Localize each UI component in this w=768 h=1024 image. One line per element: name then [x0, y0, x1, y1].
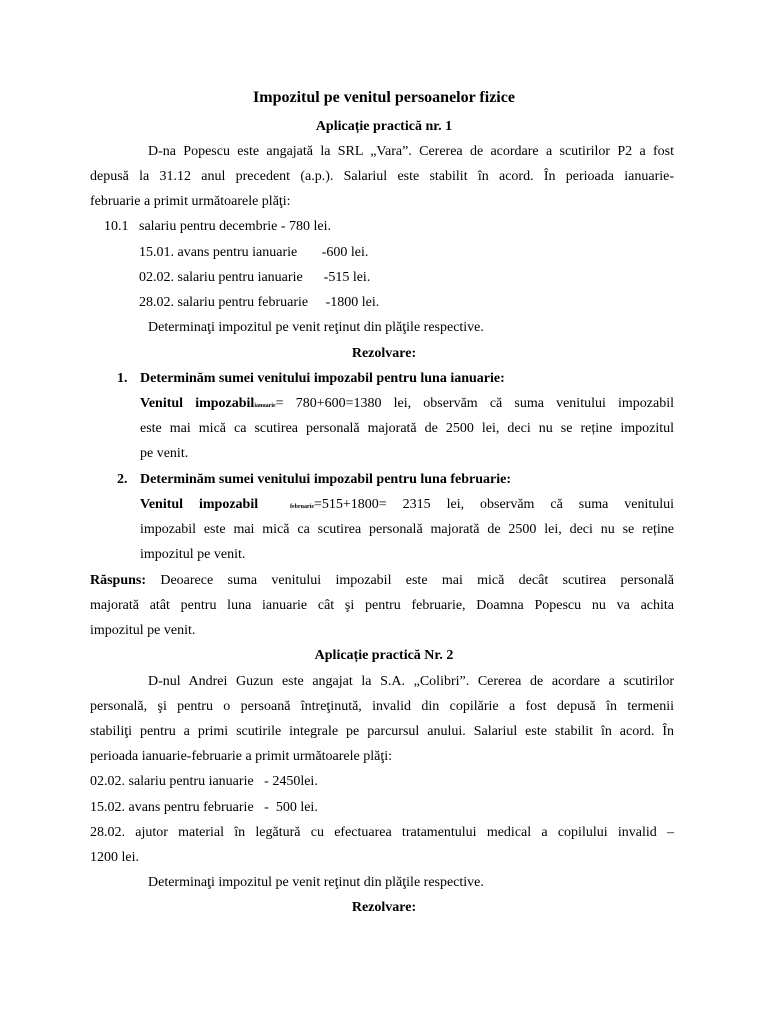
answer-label: Răspuns: — [90, 573, 147, 588]
app2-paragraph-line: personală, şi pentru o persoană întreţinută, invalid din copilărie a fost depusă în termenii — [90, 699, 674, 714]
step2-title: Determinăm sumei venitului impozabil pentru luna februarie: — [140, 472, 511, 487]
app1-payment-item: 15.01. avans pentru ianuarie -600 lei. — [139, 245, 369, 260]
step1-number: 1. — [117, 371, 128, 386]
answer-text: Deoarece suma venitului impozabil este mai mică decât scutirea personală — [160, 573, 675, 588]
step1-title: Determinăm sumei venitului impozabil pentru luna ianuarie: — [140, 371, 505, 386]
document-title: Impozitul pe venitul persoanelor fizice — [253, 89, 515, 106]
app2-paragraph-line: stabiliţi pentru a primi scutirile integrale pe parcursul anului. Salariul este stabilit în acord. În — [90, 724, 674, 739]
app2-resolution-heading: Rezolvare: — [351, 900, 417, 915]
app2-task: Determinaţi impozitul pe venit reţinut din plăţile respective. — [148, 875, 484, 890]
app1-paragraph-line: depusă la 31.12 anul precedent (a.p.). Salariul este stabilit în acord. În perioada ianuarie- — [90, 169, 674, 184]
step2-rest: =515+1800= 2315 lei, observăm că suma venitului — [314, 497, 675, 512]
app2-payment-item: 1200 lei. — [90, 850, 139, 865]
app2-payment-item: 15.02. avans pentru februarie - 500 lei. — [90, 800, 318, 815]
step2-line: impozitul pe venit. — [140, 547, 246, 562]
step1-rest: = 780+600=1380 lei, observăm că suma venitului impozabil — [275, 396, 674, 411]
step1-line: este mai mică ca scutirea personală majorată de 2500 lei, deci nu se reține impozitul — [140, 421, 674, 436]
answer-line: impozitul pe venit. — [90, 623, 196, 638]
app2-payment-item: 02.02. salariu pentru ianuarie - 2450lei. — [90, 774, 318, 789]
step2-lead: Venitul impozabil — [140, 497, 259, 512]
step2-number: 2. — [117, 472, 128, 487]
step2-subscript: februarie — [290, 504, 315, 510]
app1-payment-item: 02.02. salariu pentru ianuarie -515 lei. — [139, 270, 371, 285]
app1-payment-item: 10.1 salariu pentru decembrie - 780 lei. — [104, 219, 332, 234]
step1-lead: Venitul impozabil — [140, 396, 255, 411]
step1-subscript: ianuarie — [254, 403, 276, 409]
app2-paragraph-line: D-nul Andrei Guzun este angajat la S.A. „Colibri”. Cererea de acordare a scutirilor — [148, 674, 674, 689]
answer-line: majorată atât pentru luna ianuarie cât şi pentru februarie, Doamna Popescu nu va achita — [90, 598, 674, 613]
app1-heading: Aplicație practică nr. 1 — [315, 119, 453, 134]
app1-resolution-heading: Rezolvare: — [351, 346, 417, 361]
answer-line — [90, 572, 674, 590]
app1-task: Determinaţi impozitul pe venit reţinut din plăţile respective. — [148, 320, 484, 335]
step1-line: pe venit. — [140, 446, 189, 461]
app2-heading: Aplicație practică Nr. 2 — [314, 648, 454, 663]
app2-payment-item: 28.02. ajutor material în legătură cu efectuarea tratamentului medical a copilului invalid – — [90, 825, 674, 840]
app2-paragraph-line: perioada ianuarie-februarie a primit următoarele plăţi: — [90, 749, 393, 764]
app1-paragraph-line: februarie a primit următoarele plăţi: — [90, 194, 291, 209]
step2-line: impozabil este mai mică ca scutirea personală majorată de 2500 lei, deci nu se reține — [140, 522, 674, 537]
app1-paragraph-line: D-na Popescu este angajată la SRL „Vara”. Cererea de acordare a scutirilor P2 a fost — [148, 144, 674, 159]
step2-line — [140, 496, 674, 516]
app1-payment-item: 28.02. salariu pentru februarie -1800 lei. — [139, 295, 380, 310]
step1-line — [140, 395, 674, 415]
